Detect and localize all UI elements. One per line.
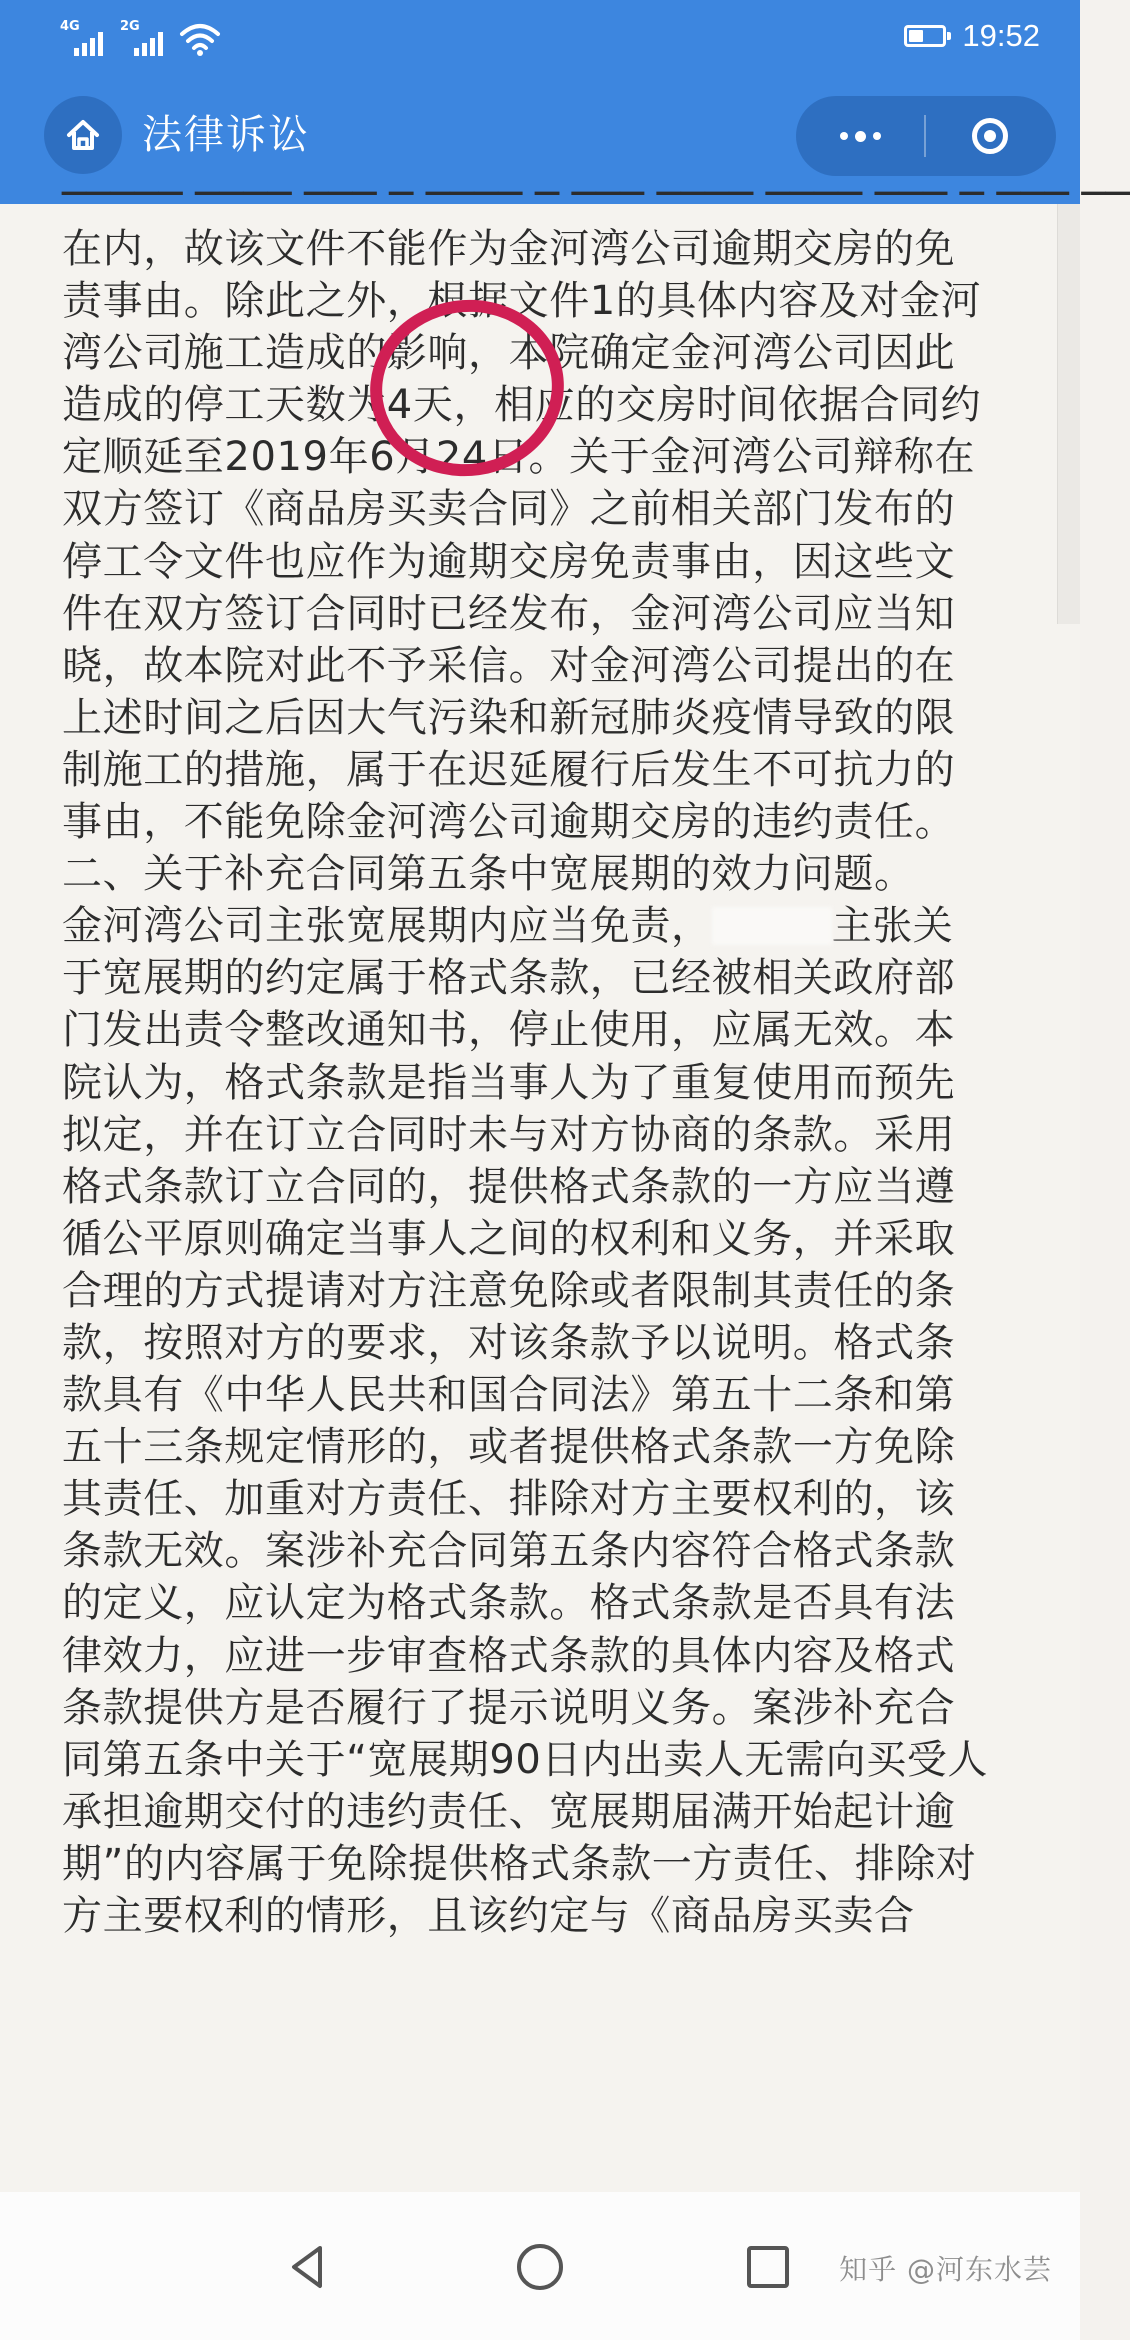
status-bar [0, 0, 1080, 72]
document-line-text: 主张关 [831, 903, 954, 950]
document-line: 件在双方签订合同时已经发布，金河湾公司应当知 [62, 590, 956, 637]
page-title: 法律诉讼 [142, 112, 310, 158]
document-line-text: 金河湾公司主张宽展期内应当免责， [62, 903, 712, 950]
document-line: 定顺延至2019年6月24日。关于金河湾公司辩称在 [62, 434, 976, 481]
document-line: 条款提供方是否履行了提示说明义务。案涉补充合 [62, 1684, 956, 1731]
clock: 19:52 [962, 18, 1040, 53]
document-line: 格式条款订立合同的，提供格式条款的一方应当遵 [62, 1163, 956, 1210]
document-line: 事由，不能免除金河湾公司逾期交房的违约责任。 [62, 799, 956, 846]
document-text [62, 223, 1022, 1942]
home-button[interactable] [44, 96, 122, 174]
close-miniprogram-button[interactable] [926, 96, 1054, 176]
document-line [62, 900, 1022, 952]
document-line: 循公平原则确定当事人之间的权利和义务，并采取 [62, 1215, 956, 1262]
network-type-label: 2G [120, 19, 140, 34]
document-line: 的定义，应认定为格式条款。格式条款是否具有法 [62, 1580, 956, 1627]
battery-level [909, 30, 923, 42]
home-nav-button[interactable] [505, 2232, 575, 2302]
miniprogram-capsule [796, 96, 1056, 176]
document-line: 责事由。除此之外，根据文件1的具体内容及对金河 [62, 278, 982, 325]
document-line: 拟定，并在订立合同时未与对方协商的条款。采用 [62, 1111, 956, 1158]
back-triangle-icon [284, 2242, 334, 2292]
status-icons-right [904, 14, 1040, 58]
document-line: 造成的停工天数为4天，相应的交房时间依据合同约 [62, 382, 982, 429]
signal-2g-icon [120, 20, 166, 56]
status-icons-left [60, 16, 220, 56]
dot-icon [855, 131, 866, 142]
document-line: 门发出责令整改通知书，停止使用，应属无效。本 [62, 1007, 956, 1054]
dot-icon [840, 132, 848, 140]
document-line: 方主要权利的情形，且该约定与《商品房买卖合 [62, 1893, 915, 1939]
more-options-button[interactable] [796, 96, 924, 176]
document-line: 于宽展期的约定属于格式条款，已经被相关政府部 [62, 955, 956, 1002]
document-line: 院认为，格式条款是指当事人为了重复使用而预先 [62, 1059, 956, 1106]
document-line: 期”的内容属于免除提供格式条款一方责任、排除对 [62, 1840, 977, 1887]
document-line: 二、关于补充合同第五条中宽展期的效力问题。 [62, 851, 915, 898]
wifi-icon [180, 22, 220, 56]
document-line: 合理的方式提请对方注意免除或者限制其责任的条 [62, 1267, 956, 1314]
target-close-icon [972, 118, 1008, 154]
system-nav-bar [0, 2192, 1080, 2340]
network-type-label: 4G [60, 19, 80, 34]
dot-icon [873, 132, 881, 140]
document-line: 同第五条中关于“宽展期90日内出卖人无需向买受人 [62, 1736, 989, 1783]
document-line: 条款无效。案涉补充合同第五条内容符合格式条款 [62, 1528, 956, 1575]
document-line: 晓，故本院对此不予采信。对金河湾公司提出的在 [62, 642, 956, 689]
recent-square-icon [745, 2244, 791, 2290]
back-button[interactable] [274, 2232, 344, 2302]
document-line: 五十三条规定情形的，或者提供格式条款一方免除 [62, 1424, 956, 1471]
document-line: 双方签订《商品房买卖合同》之前相关部门发布的 [62, 486, 956, 533]
redaction-block [712, 907, 832, 945]
document-line: 承担逾期交付的违约责任、宽展期届满开始起计逾 [62, 1788, 956, 1835]
document-line: 其责任、加重对方责任、排除对方主要权利的，该 [62, 1476, 956, 1523]
document-line: 款，按照对方的要求，对该条款予以说明。格式条 [62, 1319, 956, 1366]
document-line: 在内，故该文件不能作为金河湾公司逾期交房的免 [62, 226, 956, 272]
document-line: 制施工的措施，属于在迟延履行后发生不可抗力的 [62, 746, 956, 793]
home-icon [63, 115, 103, 155]
document-line: 上述时间之后因大气污染和新冠肺炎疫情导致的限 [62, 694, 956, 741]
battery-icon [904, 25, 946, 47]
document-line: 湾公司施工造成的影响，本院确定金河湾公司因此 [62, 330, 956, 377]
document-content[interactable] [0, 171, 1130, 2192]
document-line: 律效力，应进一步审查格式条款的具体内容及格式 [62, 1632, 956, 1679]
document-line: 款具有《中华人民共和国合同法》第五十二条和第 [62, 1372, 956, 1419]
signal-4g-icon [60, 20, 106, 56]
zhihu-watermark: 知乎 @河东水芸 [839, 2253, 1052, 2286]
partial-previous-line: ───── ──── ─── ─ ──── ─ ─── ──── ──── ─── ─ ─── ── [62, 171, 1130, 217]
scrollbar[interactable] [1057, 204, 1080, 624]
document-line: 停工令文件也应作为逾期交房免责事由，因这些文 [62, 538, 956, 585]
recent-apps-button[interactable] [733, 2232, 803, 2302]
home-circle-icon [514, 2241, 566, 2293]
